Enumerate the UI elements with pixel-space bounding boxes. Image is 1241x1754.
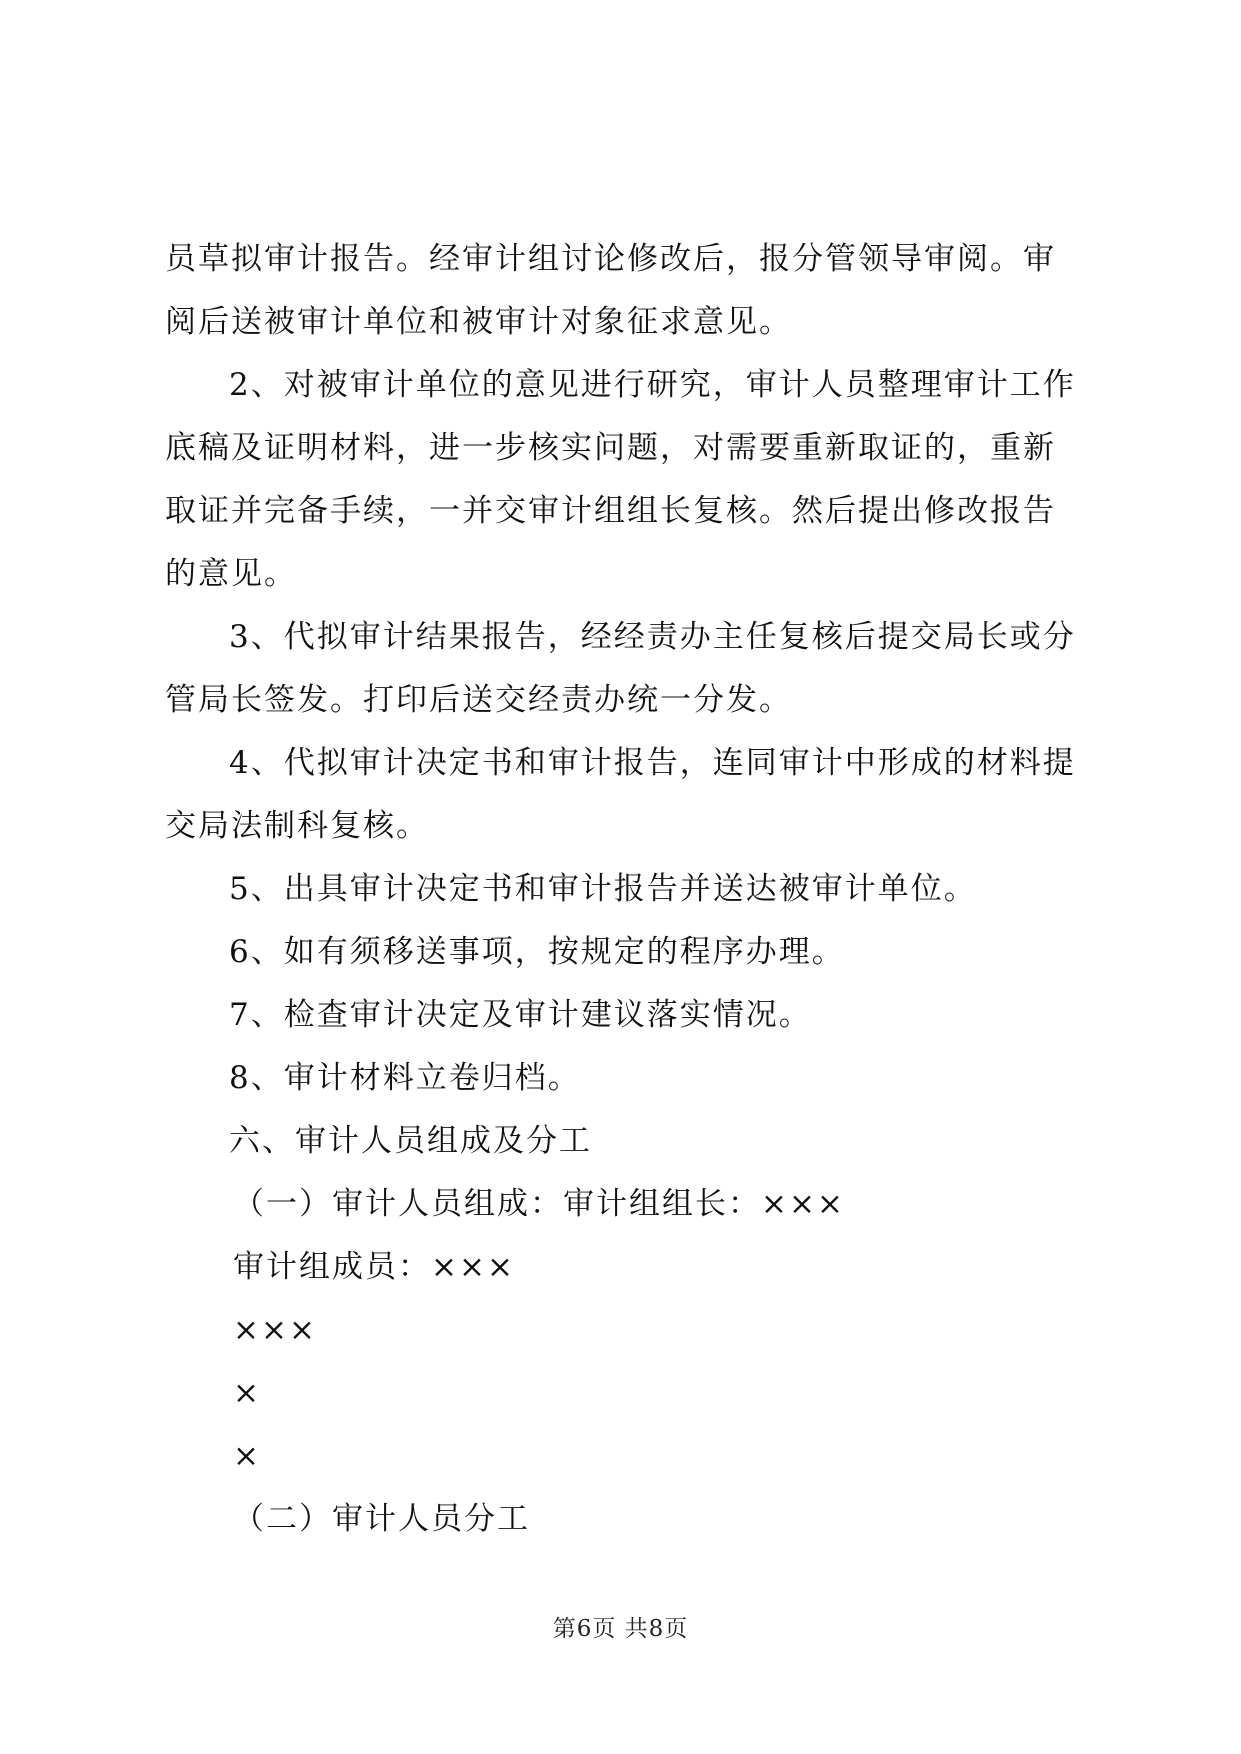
paragraph-item-4: 4、代拟审计决定书和审计报告，连同审计中形成的材料提交局法制科复核。 (165, 745, 1076, 844)
paragraph-item-3: 3、代拟审计结果报告，经经责办主任复核后提交局长或分管局长签发。打印后送交经责办统一分发。 (165, 619, 1076, 718)
paragraph-item-2: 2、对被审计单位的意见进行研究，审计人员整理审计工作底稿及证明材料，进一步核实问题，对需要重新取证的，重新取证并完备手续，一并交审计组组长复核。然后提出修改报告的意见。 (165, 367, 1076, 592)
audit-team-member-line: × (233, 1375, 261, 1411)
subsection-audit-team-division: （二）审计人员分工 (233, 1501, 530, 1537)
paragraph-item-6: 6、如有须移送事项，按规定的程序办理。 (229, 934, 845, 970)
audit-team-members: 审计组成员：××× (233, 1249, 515, 1285)
audit-team-member-line: ××× (233, 1312, 317, 1348)
section-heading-six: 六、审计人员组成及分工 (229, 1123, 592, 1159)
paragraph-continuation: 员草拟审计报告。经审计组讨论修改后，报分管领导审阅。审阅后送被审计单位和被审计对象征求意见。 (165, 241, 1056, 340)
document-body (165, 228, 1085, 1551)
paragraph-item-7: 7、检查审计决定及审计建议落实情况。 (229, 997, 812, 1033)
page-number-footer: 第6页 共8页 (552, 1616, 689, 1642)
subsection-audit-team-composition: （一）审计人员组成：审计组组长：××× (233, 1186, 845, 1222)
paragraph-item-5: 5、出具审计决定书和审计报告并送达被审计单位。 (229, 871, 977, 907)
audit-team-member-line: × (233, 1438, 261, 1474)
paragraph-item-8: 8、审计材料立卷归档。 (229, 1060, 581, 1096)
